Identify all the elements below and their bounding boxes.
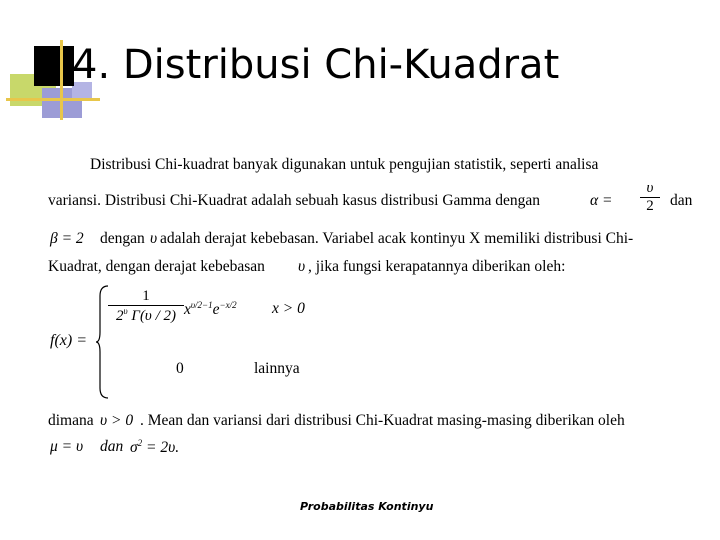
sigma-eq xyxy=(130,438,179,457)
pdf-den-base: 2 xyxy=(116,308,124,324)
text-dan: dan xyxy=(670,192,693,209)
alpha-frac-den: 2 xyxy=(640,197,660,215)
pdf-x-base: x xyxy=(184,301,191,319)
text-dimana: dimana xyxy=(48,412,94,429)
case1-condition: x > 0 xyxy=(272,300,305,317)
slide-footer: Probabilitas Kontinyu xyxy=(300,500,434,513)
nu-symbol-2: υ xyxy=(298,258,306,275)
fx-label: f(x) = xyxy=(50,332,87,349)
alpha-fraction xyxy=(640,180,660,215)
text-line-3: adalah derajat kebebasan. Variabel acak kontinyu X memiliki distribusi Chi- xyxy=(160,230,634,247)
alpha-eq: α = xyxy=(590,192,613,209)
pdf-den-exp: υ xyxy=(123,306,128,316)
line6-period: . xyxy=(175,439,180,457)
beta-eq: β = 2 xyxy=(50,230,84,247)
sigma-exp: 2 xyxy=(137,438,143,448)
text-dengan: dengan xyxy=(100,230,145,247)
text-line-5: . Mean dan variansi dari distribusi Chi-Kuadrat masing-masing diberikan oleh xyxy=(140,412,625,429)
decor-vertical-line xyxy=(60,40,63,120)
sigma-base: σ xyxy=(130,439,138,457)
nu-symbol: υ xyxy=(150,230,158,247)
slide-title: 4. Distribusi Chi-Kuadrat xyxy=(72,42,560,88)
pdf-x xyxy=(184,300,237,319)
pdf-den-rest: Γ(υ / 2) xyxy=(127,308,176,324)
pdf-e-exp: −x/2 xyxy=(219,300,237,310)
case2-value: 0 xyxy=(176,360,184,377)
text-line-4b: , jika fungsi kerapatannya diberikan oleh: xyxy=(308,258,566,275)
text-line-2: variansi. Distribusi Chi-Kuadrat adalah sebuah kasus distribusi Gamma dengan xyxy=(48,192,541,209)
sigma-rest: = 2υ xyxy=(146,439,176,457)
pdf-e-base: e xyxy=(212,301,220,319)
pdf-denominator xyxy=(108,305,184,325)
text-line-4a: Kuadrat, dengan derajat kebebasan xyxy=(48,258,265,275)
pdf-numerator: 1 xyxy=(142,288,150,304)
mu-eq: μ = υ xyxy=(50,438,84,455)
text-line-1: Distribusi Chi-kuadrat banyak digunakan untuk pengujian statistik, seperti analisa xyxy=(90,156,599,173)
text-dan-2: dan xyxy=(100,438,124,455)
nu-condition: υ > 0 xyxy=(100,412,134,429)
pdf-x-exp: υ/2−1 xyxy=(190,300,213,310)
case2-condition: lainnya xyxy=(254,360,300,377)
alpha-frac-num: υ xyxy=(646,180,654,196)
decor-black-square xyxy=(34,46,74,86)
pdf-fraction xyxy=(108,288,184,325)
decor-horizontal-line xyxy=(6,98,100,101)
